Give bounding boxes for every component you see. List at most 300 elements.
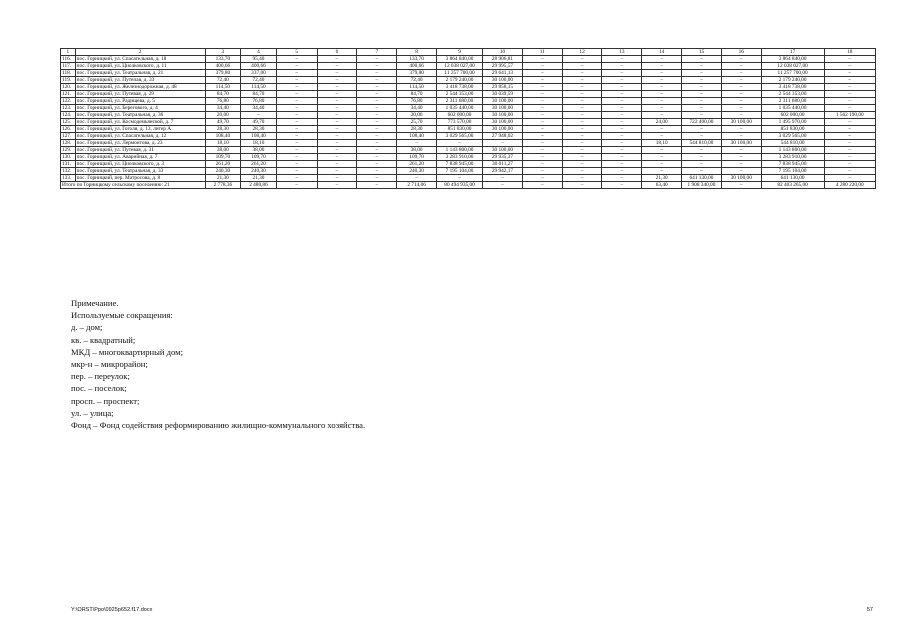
- value-cell: –: [642, 91, 682, 98]
- column-number-cell: 18: [824, 49, 876, 56]
- notes-line: Используемые сокращения:: [71, 310, 173, 321]
- value-cell: –: [562, 119, 602, 126]
- table-row: [61, 168, 876, 175]
- value-cell: 12 038 027,00: [761, 63, 824, 70]
- value-cell: –: [642, 147, 682, 154]
- total-value-cell: –: [483, 182, 523, 189]
- value-cell: –: [317, 112, 357, 119]
- value-cell: –: [824, 161, 876, 168]
- value-cell: 3 029 565,00: [437, 133, 483, 140]
- value-cell: 30 039,59: [483, 91, 523, 98]
- value-cell: –: [824, 77, 876, 84]
- value-cell: 84,70: [241, 91, 277, 98]
- value-cell: –: [602, 84, 642, 91]
- value-cell: 3 418 738,00: [437, 84, 483, 91]
- value-cell: –: [721, 63, 761, 70]
- table-row: [61, 77, 876, 84]
- value-cell: –: [522, 140, 562, 147]
- table-row: [61, 98, 876, 105]
- notes-line: ул. – улица;: [71, 407, 114, 418]
- address-cell: пос. Горницкий, ул. Аварийная, д. 7: [75, 154, 205, 161]
- value-cell: –: [824, 70, 876, 77]
- address-cell: пос. Горницкий, ул. Лермонтова, д. 23: [75, 140, 205, 147]
- column-number-cell: 10: [483, 49, 523, 56]
- value-cell: 641 130,00: [761, 175, 824, 182]
- column-number-cell: 3: [205, 49, 241, 56]
- value-cell: –: [317, 161, 357, 168]
- row-number-cell: 123.: [61, 105, 76, 112]
- row-number-cell: 119.: [61, 77, 76, 84]
- total-value-cell: 2 480,86: [241, 182, 277, 189]
- value-cell: –: [721, 70, 761, 77]
- value-cell: –: [317, 147, 357, 154]
- address-cell: пос. Горницкий, ул. Циолковского, д. 11: [75, 63, 205, 70]
- value-cell: 1 035 440,00: [437, 105, 483, 112]
- value-cell: 30 100,00: [483, 126, 523, 133]
- value-cell: 133,70: [397, 56, 437, 63]
- notes-line: мкр-н – микрорайон;: [71, 359, 148, 370]
- value-cell: 109,70: [205, 154, 241, 161]
- value-cell: 114,50: [397, 84, 437, 91]
- address-cell: пос. Горницкий, пер. Матросова, д. 8: [75, 175, 205, 182]
- value-cell: –: [562, 147, 602, 154]
- value-cell: 28,30: [241, 126, 277, 133]
- value-cell: –: [522, 84, 562, 91]
- table-row: [61, 56, 876, 63]
- value-cell: 641 130,00: [682, 175, 722, 182]
- value-cell: –: [522, 105, 562, 112]
- total-value-cell: –: [562, 182, 602, 189]
- address-cell: пос. Горницкий, ул. Путепая, д. 33: [75, 77, 205, 84]
- value-cell: 722 400,00: [682, 119, 722, 126]
- address-cell: пос. Горницкий, ул. Железнодорожная, д. 48: [75, 84, 205, 91]
- value-cell: –: [357, 63, 397, 70]
- value-cell: –: [602, 119, 642, 126]
- value-cell: –: [824, 105, 876, 112]
- value-cell: –: [562, 126, 602, 133]
- notes-line: пер. – переулок;: [71, 371, 130, 382]
- total-label-cell: Итого по Горницкому сельскому поселению: 21: [61, 182, 206, 189]
- address-cell: пос. Горницкий, ул. Путевая, д. 29: [75, 91, 205, 98]
- value-cell: –: [276, 119, 317, 126]
- value-cell: –: [602, 126, 642, 133]
- value-cell: –: [562, 56, 602, 63]
- column-number-cell: 1: [61, 49, 76, 56]
- column-number-cell: 6: [317, 49, 357, 56]
- value-cell: –: [276, 175, 317, 182]
- value-cell: –: [522, 133, 562, 140]
- value-cell: 3 864 840,00: [761, 56, 824, 63]
- address-cell: пос. Горницкий, ул. Гоголя, д. 13, литер А: [75, 126, 205, 133]
- value-cell: –: [276, 168, 317, 175]
- value-cell: –: [522, 147, 562, 154]
- value-cell: –: [642, 56, 682, 63]
- value-cell: 400,66: [205, 63, 241, 70]
- housing-register-table: [60, 48, 876, 189]
- column-number-cell: 11: [522, 49, 562, 56]
- row-number-cell: 132.: [61, 168, 76, 175]
- total-value-cell: –: [276, 182, 317, 189]
- value-cell: –: [357, 91, 397, 98]
- address-cell: пос. Горницкий, ул. Радищева, д. 5: [75, 98, 205, 105]
- value-cell: 21,30: [642, 175, 682, 182]
- value-cell: –: [276, 126, 317, 133]
- value-cell: –: [522, 126, 562, 133]
- value-cell: 18,10: [241, 140, 277, 147]
- value-cell: –: [357, 105, 397, 112]
- value-cell: 29 995,57: [483, 63, 523, 70]
- value-cell: –: [682, 91, 722, 98]
- value-cell: 7 195 104,00: [761, 168, 824, 175]
- column-number-cell: 15: [682, 49, 722, 56]
- value-cell: –: [602, 77, 642, 84]
- row-number-cell: 126.: [61, 126, 76, 133]
- value-cell: –: [602, 56, 642, 63]
- column-number-cell: 4: [241, 49, 277, 56]
- footer-file-path: Y:\ORST\Ppo\0925p652.f17.docx: [71, 607, 153, 613]
- value-cell: –: [317, 119, 357, 126]
- notes-line: просп. – проспект;: [71, 395, 140, 406]
- value-cell: –: [357, 147, 397, 154]
- notes-title: Примечание.: [71, 298, 119, 308]
- address-cell: пос. Горницкий, ул. Театральная, д. 36: [75, 112, 205, 119]
- value-cell: –: [522, 70, 562, 77]
- value-cell: 30 100,00: [483, 105, 523, 112]
- value-cell: –: [397, 140, 437, 147]
- value-cell: –: [824, 119, 876, 126]
- address-cell: пос. Горницкий, ул. Спасательная, д. 18: [75, 56, 205, 63]
- value-cell: 2 311 680,00: [761, 98, 824, 105]
- value-cell: –: [562, 161, 602, 168]
- total-value-cell: 80 494 935,00: [437, 182, 483, 189]
- value-cell: –: [276, 112, 317, 119]
- value-cell: –: [642, 126, 682, 133]
- value-cell: 2 179 240,00: [437, 77, 483, 84]
- value-cell: –: [642, 133, 682, 140]
- total-value-cell: –: [317, 182, 357, 189]
- value-cell: –: [562, 63, 602, 70]
- value-cell: –: [562, 98, 602, 105]
- value-cell: –: [824, 126, 876, 133]
- total-value-cell: 63,40: [642, 182, 682, 189]
- value-cell: –: [721, 91, 761, 98]
- table-row: [61, 126, 876, 133]
- value-cell: –: [276, 147, 317, 154]
- value-cell: –: [721, 154, 761, 161]
- value-cell: –: [642, 161, 682, 168]
- value-cell: 72,40: [205, 77, 241, 84]
- value-cell: –: [721, 133, 761, 140]
- table-row: [61, 147, 876, 154]
- value-cell: 28,30: [205, 126, 241, 133]
- value-cell: 34,40: [241, 105, 277, 112]
- total-value-cell: 82 403 265,00: [761, 182, 824, 189]
- value-cell: 20,00: [397, 112, 437, 119]
- value-cell: –: [824, 147, 876, 154]
- value-cell: –: [602, 154, 642, 161]
- value-cell: –: [317, 126, 357, 133]
- value-cell: –: [276, 70, 317, 77]
- value-cell: –: [602, 140, 642, 147]
- value-cell: 109,70: [241, 154, 277, 161]
- value-cell: 261,20: [205, 161, 241, 168]
- value-cell: 7 838 945,00: [437, 161, 483, 168]
- value-cell: 1 143 800,00: [437, 147, 483, 154]
- value-cell: 261,20: [241, 161, 277, 168]
- value-cell: –: [317, 133, 357, 140]
- value-cell: –: [721, 147, 761, 154]
- column-number-cell: 2: [75, 49, 205, 56]
- value-cell: 12 038 027,00: [437, 63, 483, 70]
- value-cell: –: [317, 77, 357, 84]
- value-cell: –: [602, 133, 642, 140]
- value-cell: 21,30: [205, 175, 241, 182]
- row-number-cell: 120.: [61, 84, 76, 91]
- value-cell: 30 100,00: [483, 112, 523, 119]
- notes-line: кв. – квадратный;: [71, 334, 136, 345]
- notes-line: пос. – поселок;: [71, 383, 127, 394]
- value-cell: –: [241, 112, 277, 119]
- value-cell: 38,00: [397, 147, 437, 154]
- value-cell: –: [357, 161, 397, 168]
- value-cell: –: [357, 56, 397, 63]
- value-cell: –: [276, 77, 317, 84]
- value-cell: –: [357, 112, 397, 119]
- value-cell: –: [317, 140, 357, 147]
- value-cell: 72,40: [241, 77, 277, 84]
- table-row: [61, 70, 876, 77]
- value-cell: –: [642, 70, 682, 77]
- value-cell: –: [824, 91, 876, 98]
- value-cell: 18,10: [642, 140, 682, 147]
- column-number-cell: 9: [437, 49, 483, 56]
- value-cell: 30 100,00: [721, 119, 761, 126]
- value-cell: –: [824, 140, 876, 147]
- value-cell: –: [602, 105, 642, 112]
- value-cell: 773 570,00: [437, 119, 483, 126]
- value-cell: –: [357, 175, 397, 182]
- value-cell: 3 864 840,00: [437, 56, 483, 63]
- value-cell: –: [562, 168, 602, 175]
- value-cell: 379,80: [397, 70, 437, 77]
- value-cell: –: [721, 98, 761, 105]
- value-cell: 29 858,15: [483, 84, 523, 91]
- value-cell: –: [721, 105, 761, 112]
- value-cell: –: [682, 56, 722, 63]
- value-cell: –: [562, 140, 602, 147]
- value-cell: –: [562, 175, 602, 182]
- value-cell: –: [357, 140, 397, 147]
- value-cell: –: [276, 140, 317, 147]
- value-cell: –: [642, 105, 682, 112]
- value-cell: 24,00: [642, 119, 682, 126]
- value-cell: 544 810,00: [682, 140, 722, 147]
- value-cell: –: [276, 98, 317, 105]
- row-number-cell: 121.: [61, 91, 76, 98]
- value-cell: –: [522, 161, 562, 168]
- value-cell: 109,70: [397, 154, 437, 161]
- value-cell: –: [602, 147, 642, 154]
- value-cell: 1 495 970,00: [761, 119, 824, 126]
- value-cell: –: [824, 56, 876, 63]
- value-cell: 72,40: [397, 77, 437, 84]
- value-cell: 21,30: [241, 175, 277, 182]
- value-cell: 544 810,00: [761, 140, 824, 147]
- row-number-cell: 125.: [61, 119, 76, 126]
- value-cell: –: [562, 133, 602, 140]
- value-cell: –: [682, 168, 722, 175]
- value-cell: 337,00: [241, 70, 277, 77]
- total-value-cell: 2 714,06: [397, 182, 437, 189]
- notes-line: Фонд – Фонд содействия реформированию жилищно-коммунального хозяйства.: [71, 420, 366, 431]
- value-cell: 108,40: [241, 133, 277, 140]
- value-cell: 76,80: [205, 98, 241, 105]
- value-cell: –: [682, 112, 722, 119]
- value-cell: –: [602, 168, 642, 175]
- value-cell: –: [562, 112, 602, 119]
- value-cell: –: [824, 175, 876, 182]
- row-number-cell: 127.: [61, 133, 76, 140]
- value-cell: 34,40: [205, 105, 241, 112]
- value-cell: –: [824, 154, 876, 161]
- value-cell: 240,30: [241, 168, 277, 175]
- value-cell: 602 000,00: [437, 112, 483, 119]
- value-cell: –: [276, 105, 317, 112]
- value-cell: 28 906,81: [483, 56, 523, 63]
- value-cell: 108,40: [397, 133, 437, 140]
- value-cell: –: [397, 175, 437, 182]
- value-cell: –: [522, 154, 562, 161]
- value-cell: 76,80: [241, 98, 277, 105]
- value-cell: –: [483, 175, 523, 182]
- row-number-cell: 133.: [61, 175, 76, 182]
- value-cell: 29 935,37: [483, 154, 523, 161]
- value-cell: –: [682, 161, 722, 168]
- address-cell: пос. Горницкий, ул. Космодемьянской, д. 7: [75, 119, 205, 126]
- value-cell: –: [276, 56, 317, 63]
- value-cell: –: [721, 84, 761, 91]
- value-cell: 3 283 910,00: [761, 154, 824, 161]
- table-row: [61, 161, 876, 168]
- value-cell: –: [357, 84, 397, 91]
- row-number-cell: 118.: [61, 70, 76, 77]
- value-cell: –: [642, 98, 682, 105]
- table-row: [61, 91, 876, 98]
- value-cell: –: [522, 168, 562, 175]
- value-cell: –: [824, 84, 876, 91]
- total-value-cell: 4 280 220,00: [824, 182, 876, 189]
- column-number-header-row: [61, 49, 876, 56]
- value-cell: 20,00: [205, 112, 241, 119]
- column-number-cell: 17: [761, 49, 824, 56]
- value-cell: –: [276, 91, 317, 98]
- value-cell: –: [682, 98, 722, 105]
- value-cell: –: [562, 91, 602, 98]
- value-cell: 11 257 700,00: [437, 70, 483, 77]
- value-cell: 2 544 353,00: [437, 91, 483, 98]
- value-cell: –: [602, 161, 642, 168]
- value-cell: 2 311 680,00: [437, 98, 483, 105]
- value-cell: –: [602, 91, 642, 98]
- value-cell: 95,40: [241, 56, 277, 63]
- column-number-cell: 5: [276, 49, 317, 56]
- value-cell: –: [682, 70, 722, 77]
- value-cell: –: [317, 105, 357, 112]
- value-cell: –: [357, 98, 397, 105]
- value-cell: –: [824, 98, 876, 105]
- value-cell: 27 948,02: [483, 133, 523, 140]
- total-row: [61, 182, 876, 189]
- row-number-cell: 130.: [61, 154, 76, 161]
- value-cell: –: [357, 168, 397, 175]
- value-cell: –: [721, 168, 761, 175]
- value-cell: –: [276, 84, 317, 91]
- value-cell: 76,80: [397, 98, 437, 105]
- value-cell: 851 830,00: [761, 126, 824, 133]
- value-cell: 38,00: [205, 147, 241, 154]
- value-cell: –: [562, 154, 602, 161]
- table-row: [61, 175, 876, 182]
- value-cell: 108,40: [205, 133, 241, 140]
- value-cell: –: [824, 168, 876, 175]
- value-cell: –: [522, 119, 562, 126]
- table-row: [61, 140, 876, 147]
- value-cell: –: [357, 126, 397, 133]
- value-cell: 3 029 565,00: [761, 133, 824, 140]
- row-number-cell: 131.: [61, 161, 76, 168]
- value-cell: –: [682, 133, 722, 140]
- value-cell: 3 418 738,00: [761, 84, 824, 91]
- address-cell: пос. Горницкий, ул. Циолковского, д. 3: [75, 161, 205, 168]
- value-cell: 133,70: [205, 56, 241, 63]
- value-cell: –: [562, 77, 602, 84]
- value-cell: –: [437, 140, 483, 147]
- value-cell: –: [522, 63, 562, 70]
- value-cell: –: [682, 77, 722, 84]
- value-cell: 3 283 910,00: [437, 154, 483, 161]
- value-cell: 1 143 800,00: [761, 147, 824, 154]
- value-cell: 240,30: [397, 168, 437, 175]
- value-cell: 84,70: [205, 91, 241, 98]
- value-cell: –: [682, 126, 722, 133]
- value-cell: –: [602, 63, 642, 70]
- value-cell: 400,66: [241, 63, 277, 70]
- column-number-cell: 8: [397, 49, 437, 56]
- address-cell: пос. Горницкий, ул. Путевая, д. 31: [75, 147, 205, 154]
- value-cell: –: [682, 147, 722, 154]
- value-cell: –: [483, 140, 523, 147]
- value-cell: 49,70: [205, 119, 241, 126]
- value-cell: 1 035 440,00: [761, 105, 824, 112]
- total-value-cell: –: [602, 182, 642, 189]
- value-cell: 400,66: [397, 63, 437, 70]
- value-cell: –: [642, 168, 682, 175]
- value-cell: 84,70: [397, 91, 437, 98]
- value-cell: –: [317, 91, 357, 98]
- value-cell: 29 641,13: [483, 70, 523, 77]
- table-row: [61, 119, 876, 126]
- total-value-cell: 2 778,36: [205, 182, 241, 189]
- column-number-cell: 14: [642, 49, 682, 56]
- value-cell: –: [721, 56, 761, 63]
- column-number-cell: 7: [357, 49, 397, 56]
- value-cell: 30 100,00: [483, 98, 523, 105]
- address-cell: пос. Горницкий, ул. Спасательная, д. 12: [75, 133, 205, 140]
- value-cell: 49,70: [241, 119, 277, 126]
- value-cell: 114,50: [205, 84, 241, 91]
- value-cell: –: [824, 133, 876, 140]
- row-number-cell: 124.: [61, 112, 76, 119]
